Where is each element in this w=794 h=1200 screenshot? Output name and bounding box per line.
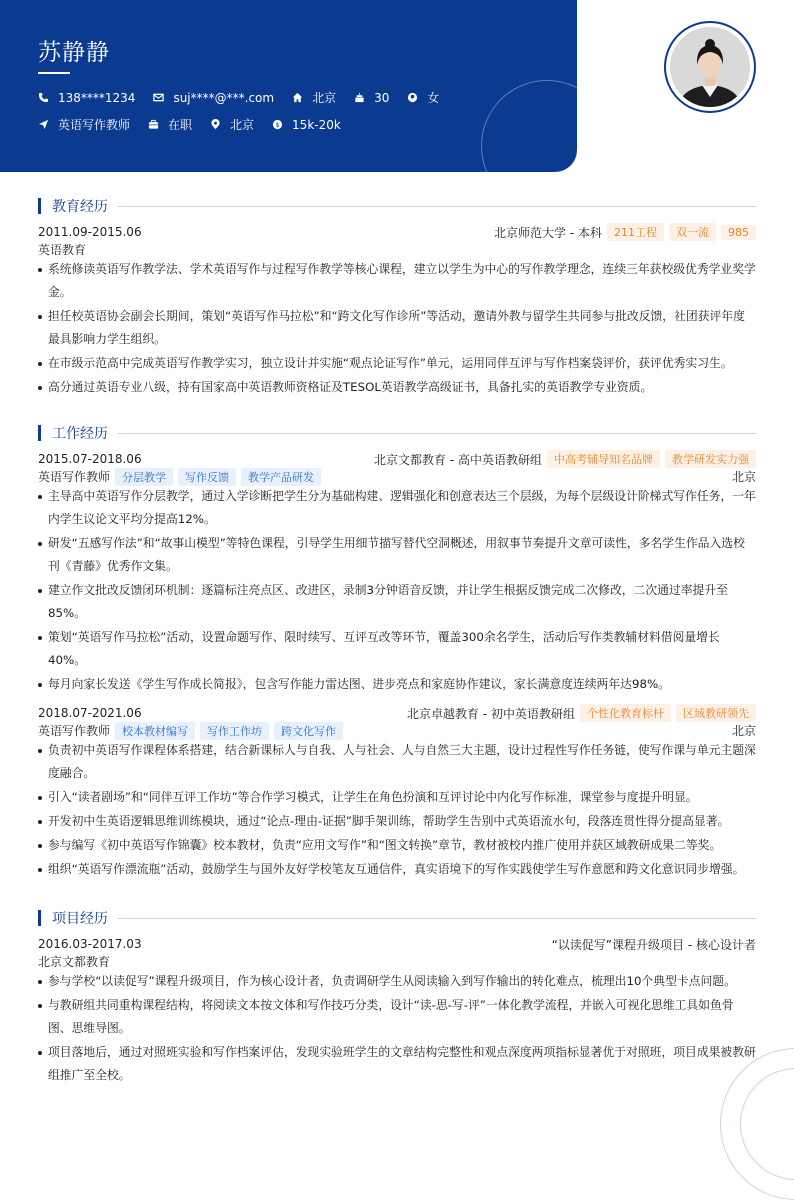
job-2-head (38, 704, 756, 722)
project-section-title (38, 908, 756, 928)
decorative-circle (481, 80, 577, 172)
email-text: suj****@***.com (173, 90, 275, 105)
header-banner (0, 0, 577, 172)
school-tag: 双一流 (669, 223, 716, 241)
education-entry-head (38, 223, 756, 241)
position-item (38, 116, 130, 133)
school-tag: 211工程 (607, 223, 664, 241)
job-city: 北京 (731, 724, 756, 738)
send-icon (38, 119, 49, 130)
job-2-sub (38, 722, 756, 739)
project-period: 2016.03-2017.03 (38, 937, 142, 951)
project-head (38, 935, 756, 953)
list-item: 项目落地后，通过对照班实验和写作档案评估，发现实验班学生的文章结构完整性和观点深度两项指标显著优于对照班，项目成果被教研组推广至全校。 (38, 1041, 756, 1087)
list-item: 与教研组共同重构课程结构，将阅读文本按文体和写作技巧分类，设计“读-思-写-评”一体化教学流程，并嵌入可视化思维工具如鱼骨图、思维导图。 (38, 994, 756, 1040)
gender-icon (407, 92, 418, 103)
skill-tag: 写作反馈 (178, 468, 236, 486)
location-item (210, 116, 254, 133)
name-underline (38, 72, 70, 74)
job-period: 2015.07-2018.06 (38, 452, 142, 466)
list-item: 在市级示范高中完成英语写作教学实习，独立设计并实施“观点论证写作”单元，运用同伴互评与写作档案袋评价，获评优秀实习生。 (38, 352, 756, 375)
briefcase-icon (148, 119, 159, 130)
avatar (670, 27, 750, 107)
list-item: 建立作文批改反馈闭环机制：逐篇标注亮点区、改进区，录制3分钟语音反馈，并让学生根据反馈完成二次修改，二次通过率提升至85%。 (38, 579, 756, 625)
age-text: 30 (374, 90, 390, 105)
education-section-title (38, 196, 756, 216)
school-tag: 985 (721, 225, 756, 240)
list-item: 组织“英语写作漂流瓶”活动，鼓励学生与国外友好学校笔友互通信件，真实语境下的写作实践使学生写作意愿和跨文化意识同步增强。 (38, 858, 756, 881)
skill-tag: 分层教学 (115, 468, 173, 486)
phone-icon (38, 92, 49, 103)
city-item (292, 89, 336, 106)
contact-row-2 (38, 116, 359, 133)
list-item: 参与学校“以读促写”课程升级项目，作为核心设计者，负责调研学生从阅读输入到写作输出的转化难点，梳理出10个典型卡点问题。 (38, 970, 756, 993)
location-text: 北京 (230, 118, 255, 132)
job-2-bullets (38, 739, 756, 882)
location-icon (210, 119, 221, 130)
portrait-illustration (670, 27, 750, 107)
skill-tag: 跨文化写作 (274, 722, 343, 740)
job-role-group (38, 722, 343, 740)
list-item: 主导高中英语写作分层教学，通过入学诊断把学生分为基础构建、逻辑强化和创意表达三个层级，为每个层级设计阶梯式写作任务，一年内学生议论文平均分提高12%。 (38, 485, 756, 531)
education-period: 2011.09-2015.06 (38, 225, 142, 239)
education-major: 英语教育 (38, 243, 87, 257)
list-item: 开发初中生英语逻辑思维训练模块，通过“论点-理由-证据”脚手架训练，帮助学生告别中式英语流水句，段落连贯性得分提高显著。 (38, 810, 756, 833)
section-marker (38, 425, 41, 441)
job-org: 北京卓越教育 - 初中英语教研组 (407, 706, 575, 721)
section-divider (118, 918, 756, 919)
project-title: 项目经历 (52, 911, 108, 927)
org-tag: 区域教研领先 (676, 704, 756, 722)
salary-text: 15k-20k (292, 117, 341, 132)
home-icon (292, 92, 303, 103)
org-tag: 个性化教育标杆 (580, 704, 671, 722)
org-tag: 教学研发实力强 (665, 450, 756, 468)
salary-icon (272, 119, 283, 130)
job-org-group (374, 450, 756, 468)
mail-icon (153, 92, 164, 103)
job-1-sub (38, 468, 756, 485)
job-period: 2018.07-2021.06 (38, 706, 142, 720)
education-school: 北京师范大学 - 本科 (494, 225, 602, 240)
job-org-group (407, 704, 756, 722)
education-major-row (38, 241, 756, 258)
project-name: “以读促写”课程升级项目 - 核心设计者 (551, 937, 756, 952)
candidate-name: 苏静静 (38, 40, 110, 66)
contact-row-1 (38, 89, 457, 106)
profile-photo-frame (664, 21, 756, 113)
job-role-group (38, 468, 321, 486)
svg-text:$: $ (275, 120, 280, 129)
section-divider (118, 433, 756, 434)
education-school-group (494, 223, 756, 241)
project-org: 北京文都教育 (38, 955, 111, 969)
job-org: 北京文都教育 - 高中英语教研组 (374, 452, 542, 467)
job-1-bullets (38, 485, 756, 697)
phone-text: 138****1234 (58, 90, 136, 105)
work-section-title (38, 423, 756, 443)
status-text: 在职 (168, 118, 193, 132)
job-role: 英语写作教师 (38, 724, 111, 738)
list-item: 负责初中英语写作课程体系搭建，结合新课标人与自我、人与社会、人与自然三大主题，设计过程性写作任务链，使写作课与单元主题深度融合。 (38, 739, 756, 785)
email-item (153, 91, 274, 105)
section-marker (38, 198, 41, 214)
age-item (354, 91, 389, 105)
status-item (148, 116, 192, 133)
org-tag: 中高考辅导知名品牌 (547, 450, 660, 468)
job-role: 英语写作教师 (38, 470, 111, 484)
job-1-head (38, 450, 756, 468)
list-item: 引入“读者剧场”和“同伴互评工作坊”等合作学习模式，让学生在角色扮演和互评讨论中内化写作标准，课堂参与度提升明显。 (38, 786, 756, 809)
list-item: 参与编写《初中英语写作锦囊》校本教材，负责“应用文写作”和“图文转换”章节，教材被校内推广使用并获区域教研成果二等奖。 (38, 834, 756, 857)
list-item: 高分通过英语专业八级，持有国家高中英语教师资格证及TESOL英语教学高级证书，具备扎实的英语教学专业资质。 (38, 376, 756, 399)
project-bullets (38, 970, 756, 1088)
project-sub (38, 953, 756, 970)
skill-tag: 写作工作坊 (200, 722, 269, 740)
education-title: 教育经历 (52, 199, 108, 215)
gender-text: 女 (427, 91, 440, 105)
phone-item (38, 91, 135, 105)
list-item: 每月向家长发送《学生写作成长简报》，包含写作能力雷达图、进步亮点和家庭协作建议，家长满意度连续两年达98%。 (38, 673, 756, 696)
list-item: 担任校英语协会副会长期间，策划“英语写作马拉松”和“跨文化写作诊所”等活动，邀请外教与留学生共同参与批改反馈，社团获评年度最具影响力学生组织。 (38, 305, 756, 351)
skill-tag: 校本教材编写 (115, 722, 195, 740)
section-marker (38, 910, 41, 926)
list-item: 策划“英语写作马拉松”活动，设置命题写作、限时续写、互评互改等环节，覆盖300余名学生，活动后写作类教辅材料借阅量增长40%。 (38, 626, 756, 672)
work-title: 工作经历 (52, 426, 108, 442)
list-item: 系统修读英语写作教学法、学术英语写作与过程写作教学等核心课程，建立以学生为中心的写作教学理念，连续三年获校级优秀学业奖学金。 (38, 258, 756, 304)
cake-icon (354, 92, 365, 103)
position-text: 英语写作教师 (58, 118, 131, 132)
education-bullets (38, 258, 756, 400)
job-city: 北京 (731, 470, 756, 484)
city-text: 北京 (312, 91, 337, 105)
gender-item (407, 89, 439, 106)
section-divider (118, 206, 756, 207)
list-item: 研发“五感写作法”和“故事山模型”等特色课程，引导学生用细节描写替代空洞概述，用叙事节奏提升文章可读性，多名学生作品入选校刊《青藤》优秀作文集。 (38, 532, 756, 578)
skill-tag: 教学产品研发 (241, 468, 321, 486)
salary-item (272, 118, 341, 132)
